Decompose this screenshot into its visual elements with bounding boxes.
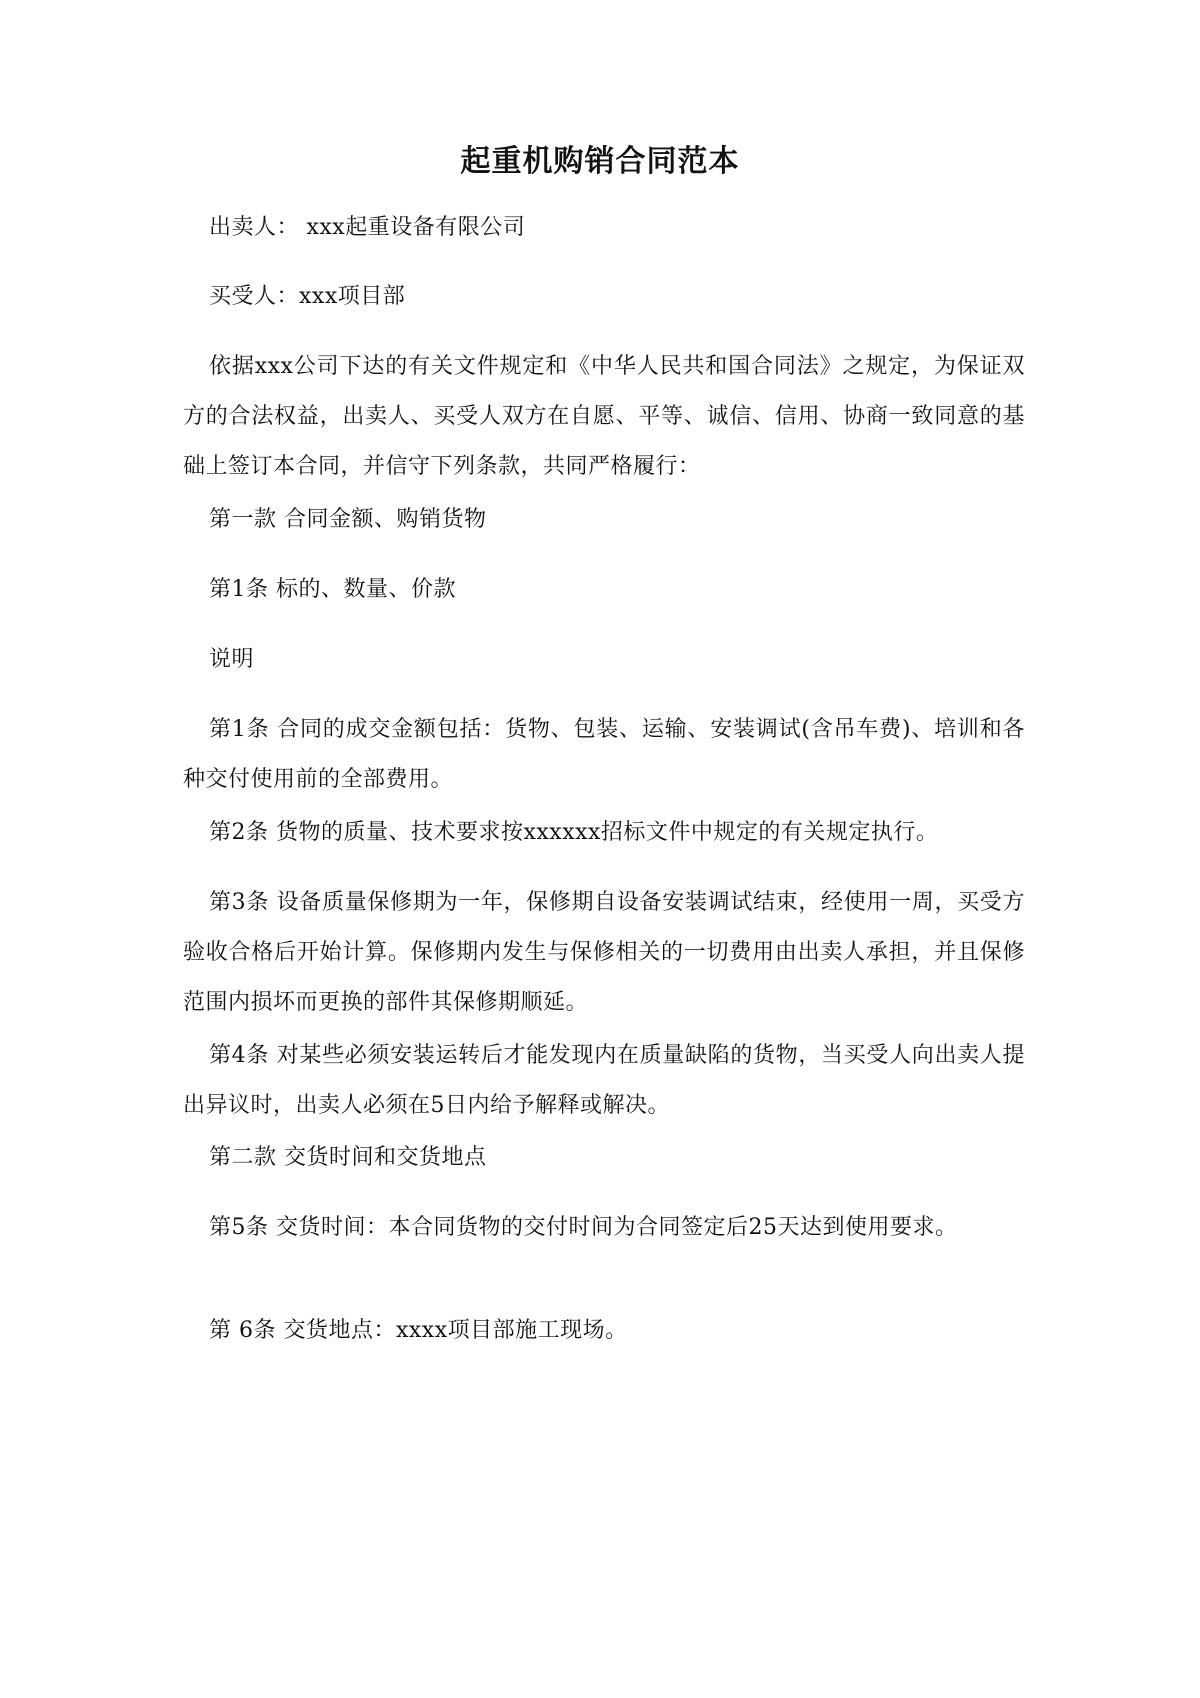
- seller-line: 出卖人： xxx起重设备有限公司: [209, 215, 526, 240]
- note-heading: 说明: [209, 647, 255, 672]
- article-paragraph: 第1条 合同的成交金额包括：货物、包装、运输、安装调试(含吊车费)、培训和各种交付使用前的全部费用。: [183, 717, 1025, 792]
- article-paragraph: 第2条 货物的质量、技术要求按xxxxxx招标文件中规定的有关规定执行。: [209, 820, 939, 845]
- document-title: 起重机购销合同范本: [460, 144, 740, 179]
- section-heading: 第二款 交货时间和交货地点: [209, 1145, 487, 1170]
- buyer-line: 买受人：xxx项目部: [209, 284, 406, 309]
- article-paragraph: 第 6条 交货地点：xxxx项目部施工现场。: [209, 1318, 628, 1343]
- article-heading: 第1条 标的、数量、价款: [209, 577, 456, 602]
- article-paragraph: 第3条 设备质量保修期为一年，保修期自设备安装调试结束，经使用一周，买受方验收合格后开始计算。保修期内发生与保修相关的一切费用由出卖人承担，并且保修范围内损坏而更换的部件其保修期顺延。: [183, 890, 1025, 1015]
- preamble-paragraph: 依据xxx公司下达的有关文件规定和《中华人民共和国合同法》之规定，为保证双方的合法权益，出卖人、买受人双方在自愿、平等、诚信、信用、协商一致同意的基础上签订本合同，并信守下列条款，共同严格履行：: [183, 354, 1025, 479]
- article-paragraph: 第4条 对某些必须安装运转后才能发现内在质量缺陷的货物，当买受人向出卖人提出异议时，出卖人必须在5日内给予解释或解决。: [183, 1043, 1025, 1118]
- article-paragraph: 第5条 交货时间：本合同货物的交付时间为合同签定后25天达到使用要求。: [209, 1215, 958, 1240]
- section-heading: 第一款 合同金额、购销货物: [209, 507, 487, 532]
